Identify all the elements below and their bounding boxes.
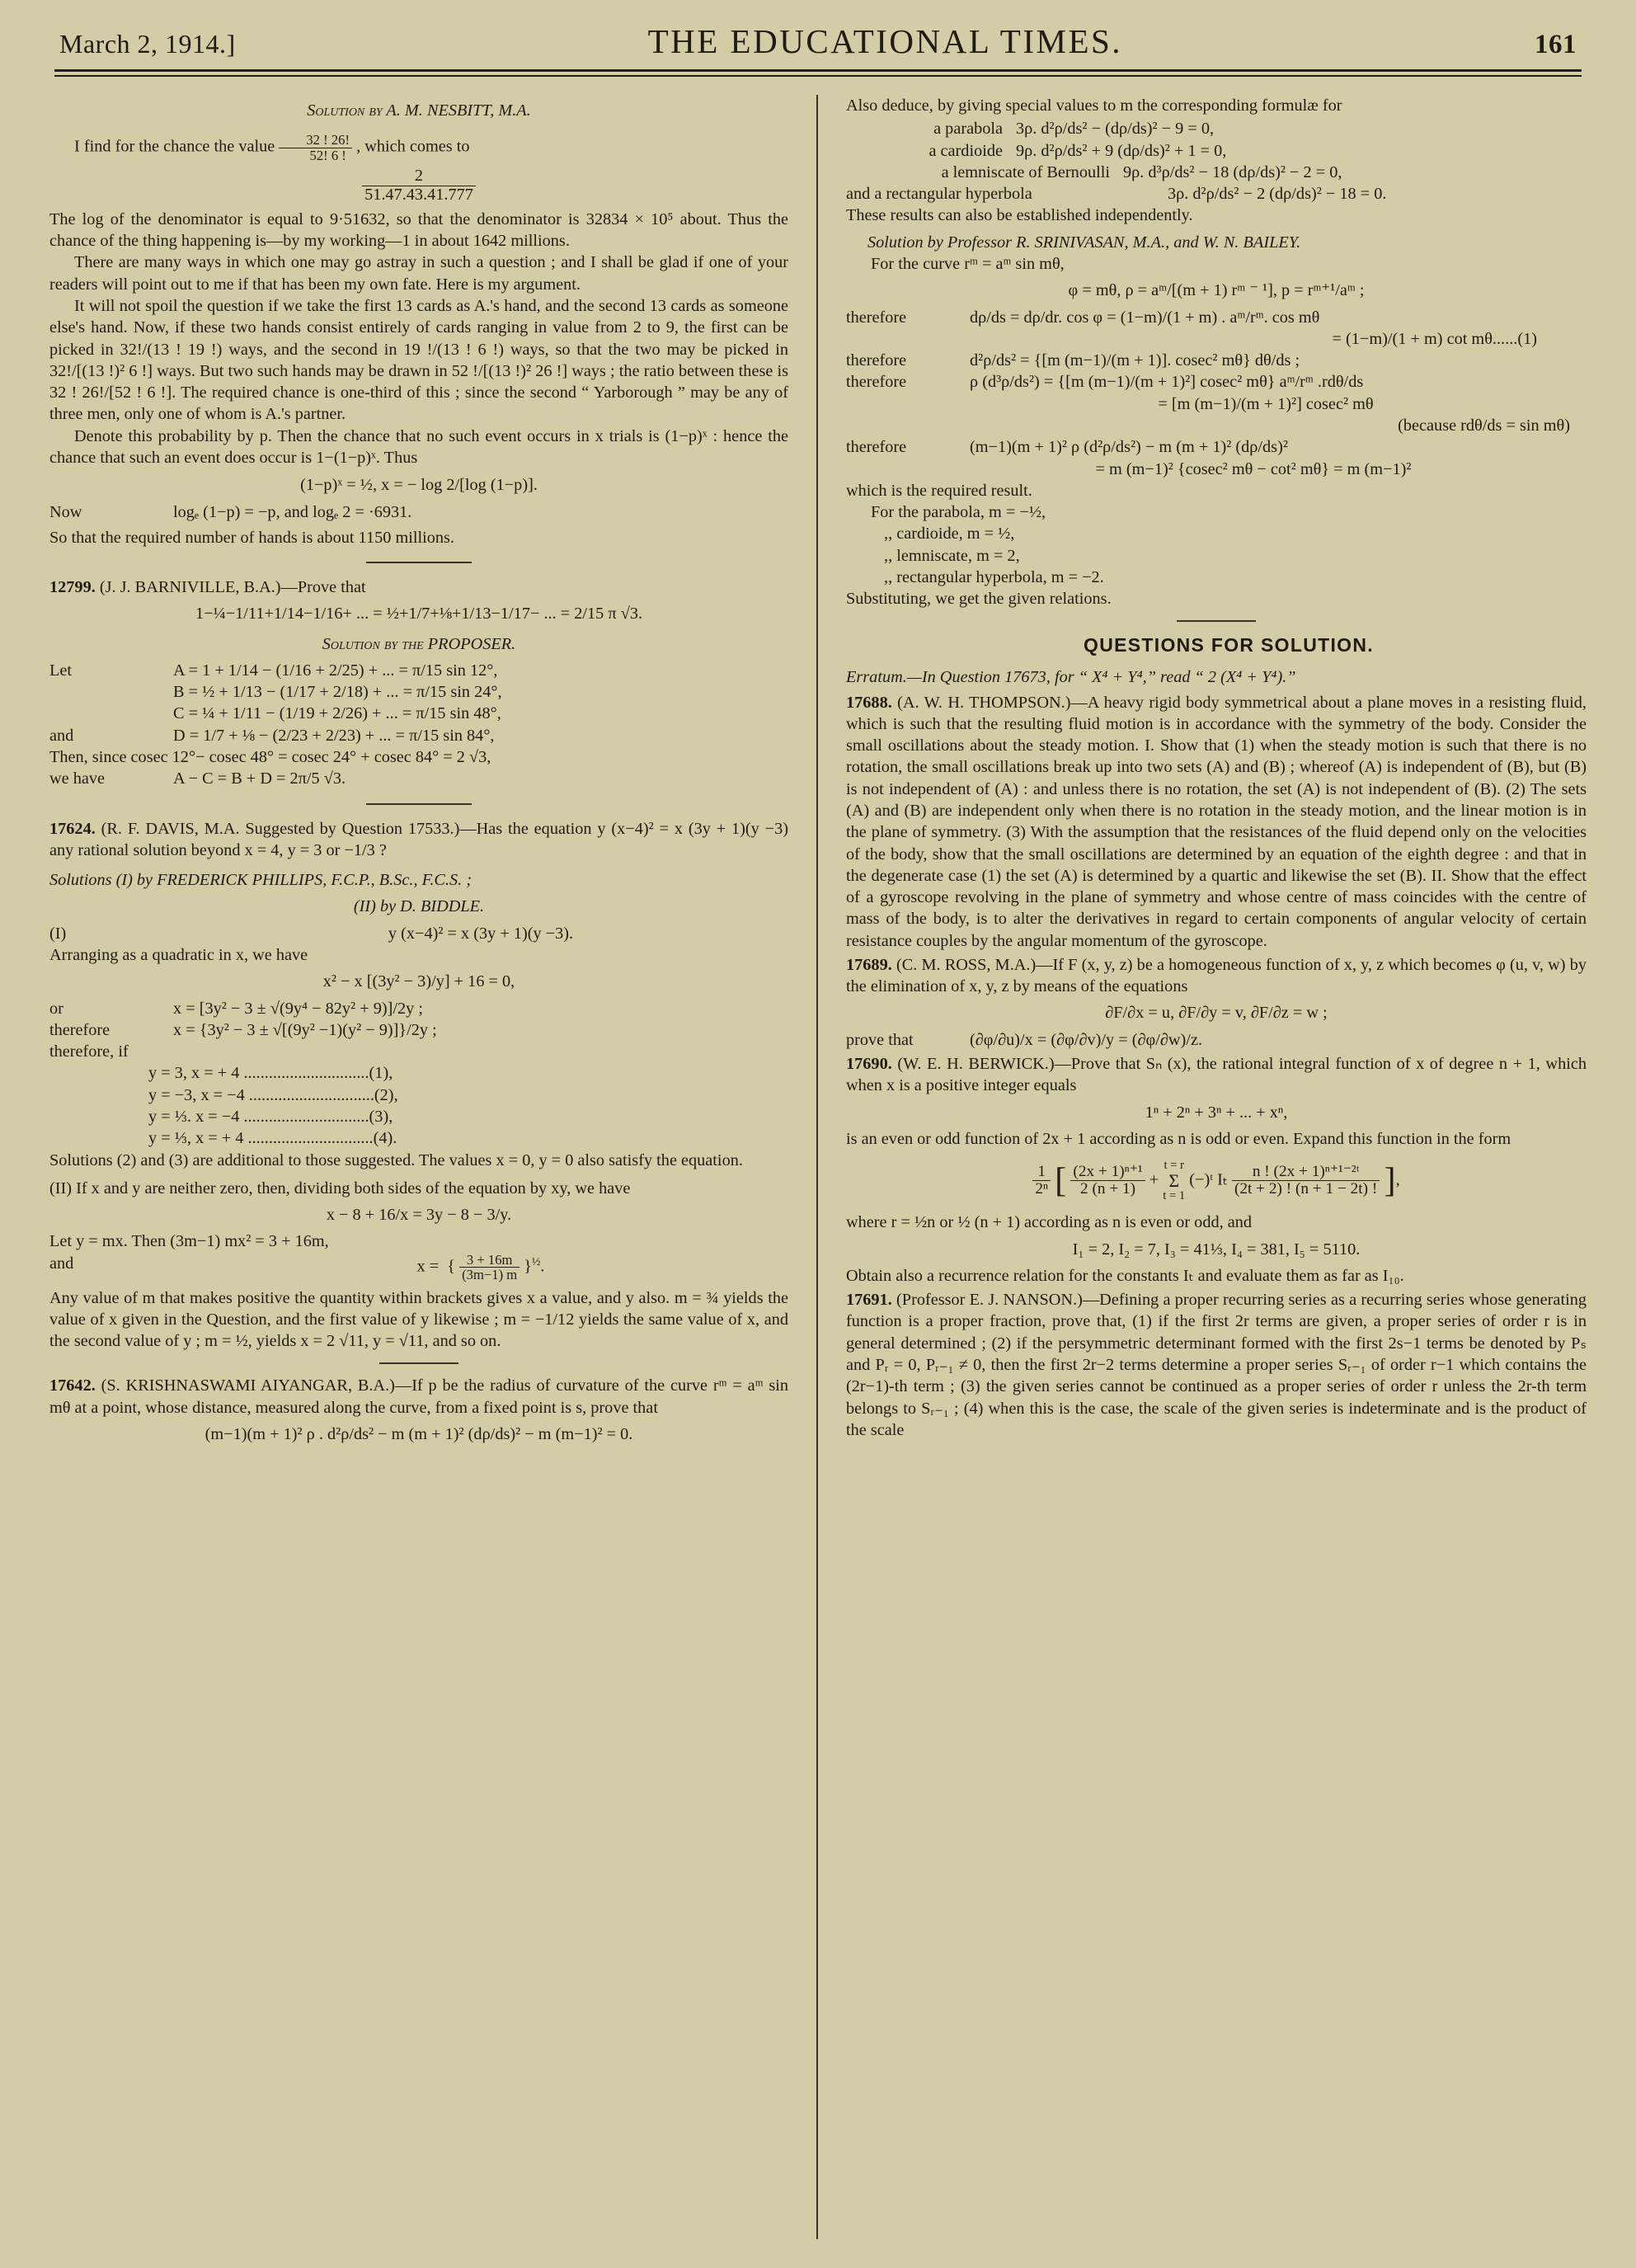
solution-17624-heading-2: (II) by D. BIDDLE.: [353, 897, 485, 916]
equation-r2b: = (1−m)/(1 + m) cot mθ......(1): [1332, 329, 1537, 348]
parabola-equation: 3ρ. d²ρ/ds² − (dρ/ds)² − 9 = 0,: [1016, 120, 1215, 139]
divider-1: [366, 562, 472, 563]
parabola-label: a parabola: [933, 120, 1003, 139]
publication-title: THE EDUCATIONAL TIMES.: [647, 22, 1123, 60]
solution-17624-heading: Solutions (I) by FREDERICK PHILLIPS, F.C.P., B.Sc., F.C.S. ;: [49, 871, 472, 890]
required-result-line: which is the required result.: [846, 481, 1032, 500]
question-17689: [846, 954, 1587, 998]
question-12799: [49, 576, 788, 598]
question-17688-number: 17688.: [846, 693, 892, 712]
equation-I: y (x−4)² = x (3y + 1)(y −3).: [388, 924, 574, 943]
paragraph-results-independent: These results can also be established independently.: [846, 206, 1193, 225]
therefore-equation: x = {3y² − 3 ± √[(9y² −1)(y² − 9)]}/2y ;: [173, 1020, 437, 1039]
then-since-line: Then, since cosec 12°− cosec 48° = cosec 24° + cosec 84° = 2 √3,: [49, 748, 491, 766]
equation-2: logₑ (1−p) = −p, and logₑ 2 = ·6931.: [173, 503, 412, 522]
roman-I-label: (I): [49, 924, 67, 943]
let-row-B: [49, 681, 788, 703]
and-label-2: and: [49, 1254, 74, 1273]
question-17690-number: 17690.: [846, 1055, 892, 1074]
question-17642-equation: (m−1)(m + 1)² ρ . d²ρ/ds² − m (m + 1)² (dρ/ds)² − m (m−1)² = 0.: [204, 1424, 633, 1443]
paragraph-argument: It will not spoil the question if we take the first 13 cards as A.'s hand, and the second 13 cards as someone else's hand. Now, if these two hands consist entirely of cards ranging in value from 2 to 9, the first can be picked in 32!/(13 ! 19 !) ways, and the second in 19 !/(13 ! 6 !) ways, so that the two may be picked in 32!/[(13 !)² 6 !] ways. But two such hands may be drawn in 52 !/[(13 !)² 26 !] ways ; the ratio between these is 32 ! 26!/[52 ! 6 !]. The required chance is one-third of this ; since the second “ Yarborough ” may be any of three men, only one of whom is A.'s partner.: [49, 296, 788, 424]
big-eq-leading-fraction: $\frac{1}{\text{2ⁿ}}$: [1032, 1164, 1051, 1198]
question-17689-number: 17689.: [846, 955, 892, 974]
equation-r5: (m−1)(m + 1)² ρ (d²ρ/ds²) − m (m + 1)² (dρ/ds)²: [970, 438, 1288, 457]
question-17691-number: 17691.: [846, 1291, 892, 1310]
question-17691: [846, 1289, 1587, 1441]
cardioide-m-line: ,, cardioide, m = ½,: [884, 525, 1015, 543]
equation-1: (1−p)ˣ = ½, x = − log 2/[log (1−p)].: [300, 476, 538, 495]
let-row-C: [49, 703, 788, 724]
question-17624-text: (R. F. DAVIS, M.A. Suggested by Question 17533.)—Has the equation y (x−4)² = x (3y + 1)(y −3) any rational solution beyond x = 4, y = 3 or −1/3 ?: [49, 819, 788, 859]
therefore-label: therefore: [49, 1020, 110, 1039]
cardioide-row: [846, 140, 1587, 162]
question-17690-text: (W. E. H. BERWICK.)—Prove that Sₙ (x), the rational integral function of x of degree n + 1, which when x is a positive integer equals: [846, 1055, 1587, 1095]
hyperbola-row: [846, 183, 1587, 205]
divider-3: [379, 1362, 458, 1364]
question-17690-big-equation: $\frac{1}{\text{2ⁿ}}$ [ $\frac{\text{(2x + 1)ⁿ⁺¹}}{2 (n + 1)}$ + t = r Σ t = 1 (−)ᵗ Iₜ $\frac{\text{n ! (2x + 1)ⁿ⁺¹⁻²ᵗ}}{(2t + 2) ! (n + 1 - 2t) !}$ ],: [846, 1158, 1587, 1203]
equation-D: D = 1/7 + ⅛ − (2/23 + 2/23) + ... = π/15 sin 84°,: [173, 726, 495, 745]
result-line-3: y = ⅓. x = −4 ..............................(3),: [148, 1107, 393, 1126]
fraction-one: $\frac{32 ! 26!}{52! 6 !}$: [279, 133, 352, 162]
erratum-line: Erratum.—In Question 17673, for “ X⁴ + Y⁴,” read “ 2 (X⁴ + Y⁴).”: [846, 668, 1296, 687]
question-17688: [846, 692, 1587, 952]
paragraph-log-denominator: The log of the denominator is equal to 9·51632, so that the denominator is 32834 × 10⁵ about. Thus the chance of the thing happening is—by my working—1 in about 1642 millions.: [49, 209, 788, 251]
lemniscate-label: a lemniscate of Bernoulli: [941, 162, 1110, 181]
left-column: [49, 95, 818, 2239]
big-eq-summation: t = r Σ t = 1: [1163, 1159, 1186, 1202]
lemniscate-m-line: ,, lemniscate, m = 2,: [884, 546, 1020, 565]
big-eq-fraction-3: $\frac{\text{n ! (2x + 1)ⁿ⁺¹⁻²ᵗ}}{(2t + 2) ! (n + 1 - 2t) !}$: [1232, 1164, 1380, 1198]
solution-heading-nesbitt: Solution by A. M. NESBITT, M.A.: [307, 101, 531, 120]
equation-r1: φ = mθ, ρ = aᵐ/[(m + 1) rᵐ ⁻ ¹], p = rᵐ⁺¹/aᵐ ;: [1068, 281, 1365, 300]
header-rule: [54, 69, 1582, 77]
solution-heading-srinivasan: Solution by Professor R. SRINIVASAN, M.A., and W. N. BAILEY.: [867, 233, 1301, 252]
let-y-mx-line: Let y = mx. Then (3m−1) mx² = 3 + 16m,: [49, 1232, 329, 1251]
we-have-equation: A − C = B + D = 2π/5 √3.: [173, 769, 346, 788]
paragraph-probability: Denote this probability by p. Then the chance that no such event occurs in x trials is (1−p)ˣ : hence the chance that such an event does occur is 1−(1−p)ˣ. Thus: [49, 426, 788, 467]
parabola-row: [846, 118, 1587, 139]
parabola-m-line: For the parabola, m = −½,: [871, 503, 1046, 522]
therefore-row-1: [846, 307, 1587, 328]
divider-2: [366, 803, 472, 805]
question-12799-equation: 1−¼−1/11+1/14−1/16+ ... = ½+1/7+⅛+1/13−1/17− ... = 2/15 π √3.: [195, 605, 643, 623]
prove-that-label: prove that: [846, 1030, 914, 1049]
page-number: 161: [1534, 30, 1577, 59]
therefore-row-4: [846, 436, 1587, 458]
equation-B: B = ½ + 1/13 − (1/17 + 2/18) + ... = π/15 sin 24°,: [173, 683, 502, 702]
question-17690-where: where r = ½n or ½ (n + 1) according as n is even or odd, and: [846, 1213, 1253, 1232]
curve-line: For the curve rᵐ = aᵐ sin mθ,: [871, 254, 1065, 273]
equation-r4c: (because rdθ/ds = sin mθ): [1398, 416, 1570, 435]
paragraph-also-deduce: Also deduce, by giving special values to m the corresponding formulæ for: [846, 96, 1342, 115]
lemniscate-equation: 9ρ. d³ρ/ds² − 18 (dρ/ds)² − 2 = 0,: [1123, 162, 1342, 181]
therefore-row-2: [846, 350, 1587, 371]
result-line-1: y = 3, x = + 4 ..............................(1),: [148, 1064, 393, 1083]
therefore-label-2: therefore: [846, 351, 907, 370]
question-12799-text: (J. J. BARNIVILLE, B.A.)—Prove that: [99, 578, 366, 597]
question-17642-number: 17642.: [49, 1376, 96, 1395]
hyperbola-m-line: ,, rectangular hyperbola, m = −2.: [884, 567, 1104, 586]
issue-date: March 2, 1914.]: [59, 29, 236, 59]
hyperbola-equation: 3ρ. d²ρ/ds² − 2 (dρ/ds)² − 18 = 0.: [1168, 185, 1387, 204]
question-17690-text-2: is an even or odd function of 2x + 1 according as n is odd or even. Expand this function in the form: [846, 1129, 1511, 1148]
paragraph-astray: There are many ways in which one may go astray in such a question ; and I shall be glad if one of your readers will point out to me if that has been my own fate. Here is my argument.: [49, 253, 788, 294]
and-equation: x = { $\frac{3 + 16m}{(3m-1) m}$ }$^{\frac{1}{2}}$.: [416, 1251, 545, 1283]
equation-r4b: = [m (m−1)/(m + 1)²] cosec² mθ: [1158, 394, 1374, 413]
question-17624-number: 17624.: [49, 819, 96, 838]
or-row: [49, 998, 788, 1019]
equation-r5b: = m (m−1)² {cosec² mθ − cot² mθ} = m (m−1)²: [1095, 459, 1412, 478]
chance-value-tail: , which comes to: [356, 137, 470, 156]
masthead: [49, 21, 1587, 61]
fraction-three: $\frac{3 + 16m}{(3m-1) m}$: [459, 1253, 519, 1282]
now-label: Now: [49, 503, 82, 522]
solution-heading-proposer: Solution by the PROPOSER.: [322, 634, 516, 653]
and-fraction-row: [49, 1253, 788, 1282]
question-12799-number: 12799.: [49, 578, 96, 597]
equation-r3: d²ρ/ds² = {[m (m−1)/(m + 1)]. cosec² mθ} dθ/ds ;: [970, 351, 1300, 370]
question-17689-text: (C. M. ROSS, M.A.)—If F (x, y, z) be a homogeneous function of x, y, z which becomes φ (u, v, w) by the elimination of x, y, z by means of the equations: [846, 955, 1587, 996]
therefore-label-1: therefore: [846, 308, 907, 327]
result-line-4: y = ⅓, x = + 4 ..............................(4).: [148, 1129, 397, 1148]
questions-for-solution-heading: QUESTIONS FOR SOLUTION.: [1084, 634, 1374, 656]
equation-II: x − 8 + 16/x = 3y − 8 − 3/y.: [326, 1206, 512, 1225]
or-label: or: [49, 999, 63, 1018]
result-line-2: y = −3, x = −4 ..............................(2),: [148, 1085, 398, 1104]
therefore-if-row: [49, 1041, 788, 1062]
paragraph-m-values: Any value of m that makes positive the quantity within brackets gives x a value, and y also. m = ¾ yields the value of x given in the Question, and the first value of y likewise ; m = −1/12 yields the same value of x, and the second value of y ; m = ½, yields x = 2 √11, y = √11, and so on.: [49, 1288, 788, 1351]
and-label: and: [49, 726, 74, 745]
right-column: [818, 95, 1587, 2239]
therefore-label-3: therefore: [846, 373, 907, 392]
question-17624: [49, 818, 788, 862]
question-17690: [846, 1053, 1587, 1097]
lemniscate-row: [846, 162, 1587, 183]
substituting-line: Substituting, we get the given relations.: [846, 590, 1112, 609]
question-17642-text: (S. KRISHNASWAMI AIYANGAR, B.A.)—If p be the radius of curvature of the curve rᵐ = aᵐ sin mθ at a point, whose distance, measured along the curve, from a fixed point is s, prove that: [49, 1376, 789, 1417]
big-eq-coefficient: (−)ᵗ Iₜ: [1189, 1170, 1228, 1189]
prove-that-row: [846, 1029, 1587, 1051]
we-have-label: we have: [49, 769, 106, 788]
cardioide-equation: 9ρ. d²ρ/ds² + 9 (dρ/ds)² + 1 = 0,: [1016, 141, 1227, 160]
divider-right-1: [1177, 620, 1256, 622]
therefore-label-4: therefore: [846, 438, 907, 457]
roman-I-row: [49, 923, 788, 944]
question-17689-equation: ∂F/∂x = u, ∂F/∂y = v, ∂F/∂z = w ;: [1105, 1004, 1328, 1023]
therefore-row: [49, 1019, 788, 1041]
question-17690-text-3: Obtain also a recurrence relation for the constants Iₜ and evaluate them as far as I₁₀.: [846, 1266, 1404, 1285]
fraction-two-block: [49, 167, 788, 204]
we-have-row: [49, 768, 788, 789]
paragraph-hands-result: So that the required number of hands is about 1150 millions.: [49, 528, 454, 547]
question-17688-text: (A. W. H. THOMPSON.)—A heavy rigid body symmetrical about a plane moves in a resisting fluid, which is such that the resulting fluid motion is in accordance with the symmetry of the body. Consider the small oscillations about the steady motion. I. Show that (1) when the steady motion is such that there is no rotation, the small oscillations break up into two sets (A) and (B) ; whereof (A) is independent of (B), but (B) is not independent of (A) : and unless there is no rotation, the set (A) is not independent of (B). (2) The sets (A) and (B) are independent only when there is no rotation in the steady motion, and the linear motion is in the plane of symmetry. (3) With the assumption that the resistances of the fluid depend only on the velocities of the body, show that the small oscillations are determined by an equation of the eighth degree : and that in the degenerate case (1) the set (A) is determined by a quartic and likewise the set (B). II. Show that the effect of a gyroscope revolving in the plane of symmetry and whose centre of mass coincides with the centre of mass of the body, is to alter the derivatives in regard to certain components of angular velocity of certain resistance couples by the angular momentum of the gyroscope.: [846, 693, 1587, 950]
question-17690-values: I₁ = 2, I₂ = 7, I₃ = 41⅓, I₄ = 381, I₅ = 5110.: [1072, 1240, 1361, 1259]
let-row-A: [49, 660, 788, 681]
big-eq-fraction-2: $\frac{\text{(2x + 1)ⁿ⁺¹}}{2 (n + 1)}$: [1070, 1164, 1145, 1198]
question-17642: [49, 1375, 788, 1419]
arranging-line: Arranging as a quadratic in x, we have: [49, 945, 308, 964]
fraction-two: $\frac{2}{51.47.43.41.777}$: [362, 167, 476, 204]
now-line: [49, 501, 788, 523]
cardioide-label: a cardioide: [928, 141, 1003, 160]
paragraph-additional-solutions: Solutions (2) and (3) are additional to those suggested. The values x = 0, y = 0 also satisfy the equation.: [49, 1150, 743, 1169]
question-17690-equation: 1ⁿ + 2ⁿ + 3ⁿ + ... + xⁿ,: [1145, 1103, 1288, 1122]
prove-that-equation: (∂φ/∂u)/x = (∂φ/∂v)/y = (∂φ/∂w)/z.: [970, 1030, 1203, 1049]
two-column-body: [49, 95, 1587, 2239]
therefore-row-3: [846, 371, 1587, 393]
hyperbola-label: and a rectangular hyperbola: [846, 185, 1032, 204]
equation-r4: ρ (d³ρ/ds²) = {[m (m−1)/(m + 1)²] cosec² mθ} aᵐ/rᵐ .rdθ/ds: [970, 373, 1364, 392]
chance-value-lead: I find for the chance the value: [74, 137, 275, 156]
quadratic-equation: x² − x [(3y² − 3)/y] + 16 = 0,: [322, 972, 515, 991]
let-row-D: [49, 725, 788, 746]
equation-r2: dρ/ds = dρ/dr. cos φ = (1−m)/(1 + m) . aᵐ/rᵐ. cos mθ: [970, 308, 1320, 327]
paragraph-part-II: (II) If x and y are neither zero, then, dividing both sides of the equation by xy, we have: [49, 1179, 631, 1198]
let-label: Let: [49, 661, 73, 680]
question-17691-text: (Professor E. J. NANSON.)—Defining a proper recurring series as a recurring series whose generating function is a proper fraction, prove that, (1) if the first 2r terms are given, a proper series of order r is in general determined ; (2) if the persymmetric determinant formed with the first 2s−1 terms be denoted by Pₛ and Pᵣ = 0, Pᵣ₋₁ ≠ 0, then the first 2r−2 terms determine a proper series Sᵣ₋₁ of order r−1 which contains the (2r−1)-th term ; (3) the given series cannot be continued as a proper series of order r unless the 2r-th term belongs to Sᵣ₋₁ ; (4) when this is the case, the scale of the given series is indeterminate and is the product of the scale: [846, 1291, 1587, 1439]
therefore-if-label: therefore, if: [49, 1042, 129, 1061]
or-equation: x = [3y² − 3 ± √(9y⁴ − 82y² + 9)]/2y ;: [173, 999, 423, 1018]
equation-A: A = 1 + 1/14 − (1/16 + 2/25) + ... = π/15 sin 12°,: [173, 661, 498, 680]
equation-C: C = ¼ + 1/11 − (1/19 + 2/26) + ... = π/15 sin 48°,: [173, 704, 501, 723]
